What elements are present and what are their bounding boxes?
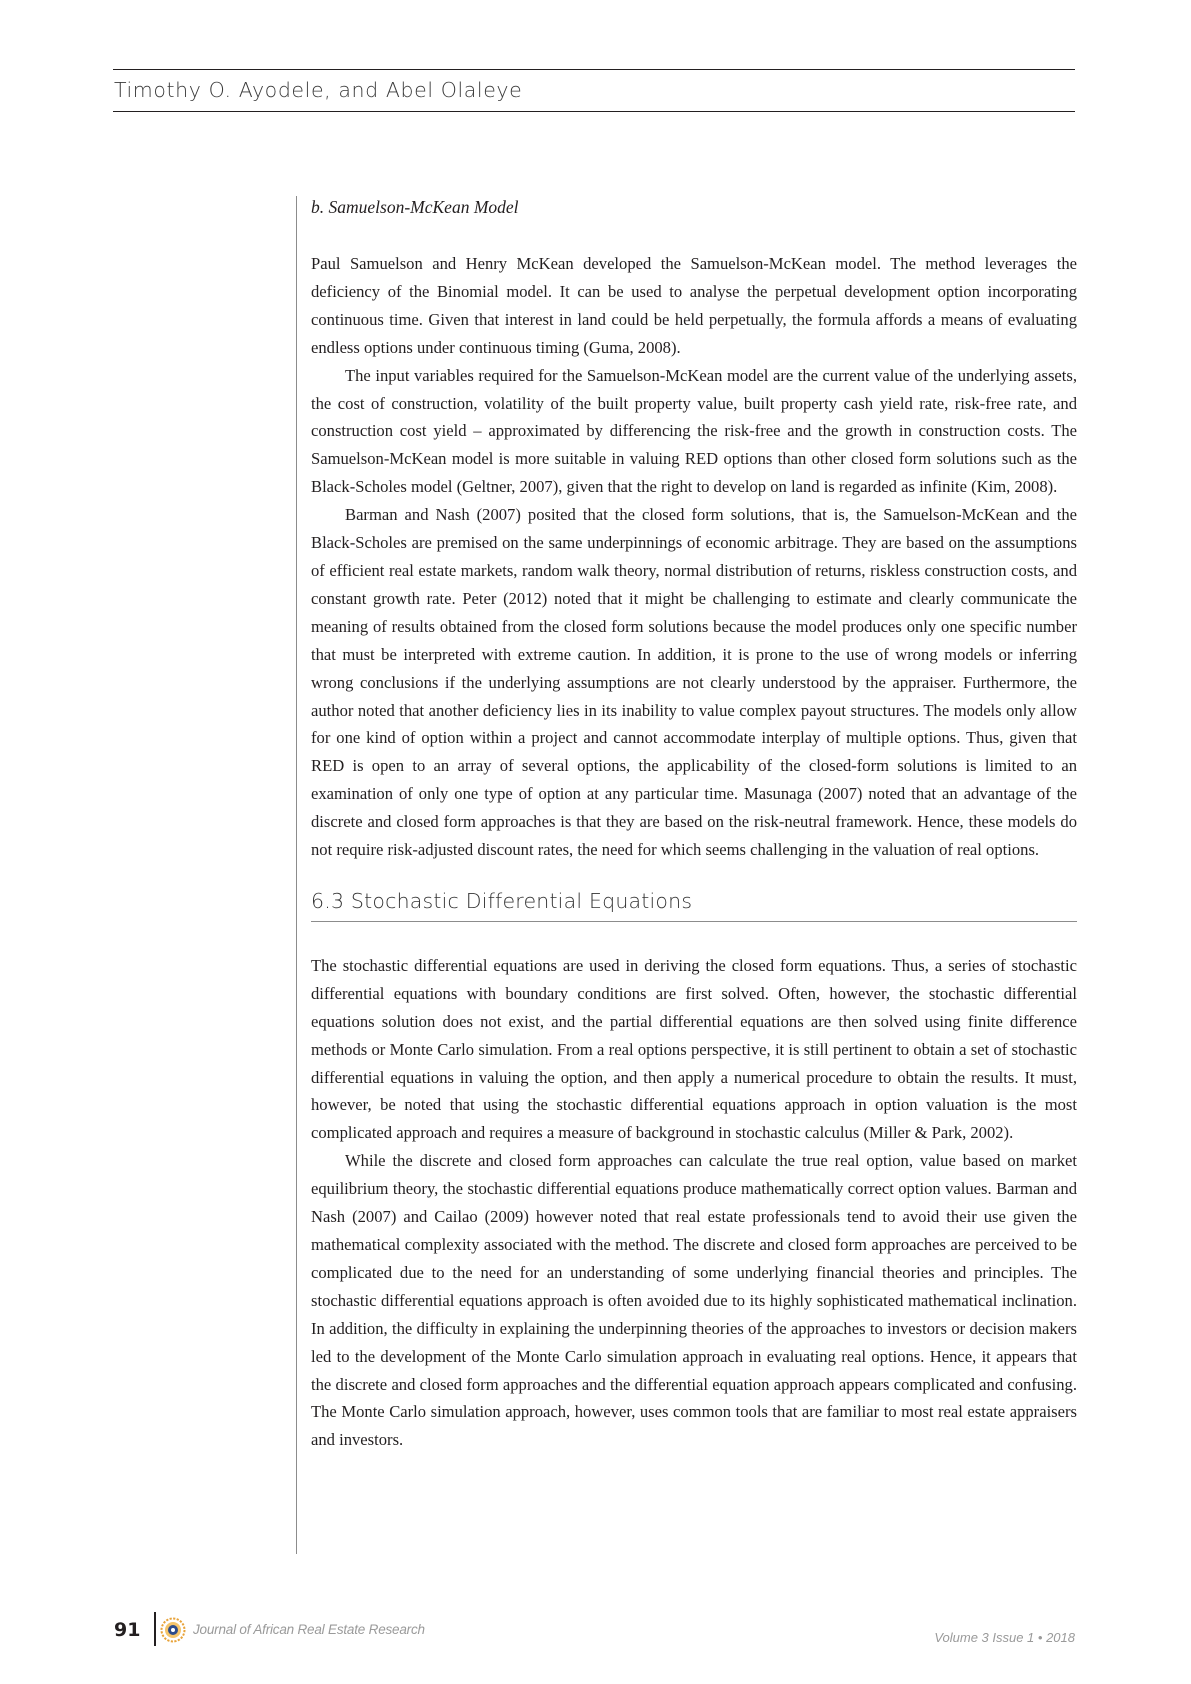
- paragraph: The input variables required for the Samuelson-McKean model are the current value of the underlying assets, the cost of construction, volatility of the built property value, built property cash yield rate, risk-free rate, and construction cost yield – approximated by differencing the risk-free and the growth in construction costs. The Samuelson-McKean model is more suitable in valuing RED options than other closed form solutions such as the Black-Scholes model (Geltner, 2007), given that the right to develop on land is regarded as infinite (Kim, 2008).: [311, 365, 1077, 497]
- section-heading-rule: [311, 921, 1077, 922]
- journal-name: Journal of African Real Estate Research: [193, 1622, 425, 1637]
- running-head: Timothy O. Ayodele, and Abel Olaleye: [114, 78, 523, 102]
- footer-divider: [154, 1612, 156, 1646]
- page-number: 91: [114, 1619, 141, 1641]
- main-text-column: [311, 194, 1077, 1454]
- paragraph: While the discrete and closed form approaches can calculate the true real option, value based on market equilibrium theory, the stochastic differential equations produce mathematically correct option values. Barman and Nash (2007) and Cailao (2009) however noted that real estate professionals tend to avoid their use given the mathematical complexity associated with the method. The discrete and closed form approaches are perceived to be complicated due to the need for an understanding of some underlying financial theories and principles. The stochastic differential equations approach is often avoided due to its highly sophisticated mathematical inclination. In addition, the difficulty in explaining the underpinning theories of the approaches to investors or decision makers led to the development of the Monte Carlo simulation approach in evaluating real options. Hence, it appears that the discrete and closed form approaches and the differential equation approach appears complicated and confusing. The Monte Carlo simulation approach, however, uses common tools that are familiar to most real estate appraisers and investors.: [311, 1151, 1077, 1450]
- subsection-heading: b. Samuelson-McKean Model: [311, 197, 519, 217]
- paragraph: The stochastic differential equations are used in deriving the closed form equations. Thus, a series of stochastic differential equations with boundary conditions are first solved. Often, however, the stochastic differential equations solution does not exist, and the partial differential equations are then solved using finite difference methods or Monte Carlo simulation. From a real options perspective, it is still pertinent to obtain a set of stochastic differential equations in valuing the option, and then apply a numerical procedure to obtain the results. It must, however, be noted that using the stochastic differential equations approach in option valuation is the most complicated approach and requires a measure of background in stochastic calculus (Miller & Park, 2002).: [311, 955, 1077, 1143]
- header-rule-top: [113, 69, 1075, 70]
- volume-issue: Volume 3 Issue 1 • 2018: [934, 1630, 1075, 1645]
- section-heading: 6.3 Stochastic Differential Equations: [311, 888, 693, 913]
- column-rule: [296, 196, 297, 1554]
- paragraph: Paul Samuelson and Henry McKean developed the Samuelson-McKean model. The method leverages the deficiency of the Binomial model. It can be used to analyse the perpetual development option incorporating continuous time. Given that interest in land could be held perpetually, the formula affords a means of evaluating endless options under continuous timing (Guma, 2008).: [311, 254, 1077, 357]
- paragraph: Barman and Nash (2007) posited that the closed form solutions, that is, the Samuelson-McKean and the Black-Scholes are premised on the same underpinnings of economic arbitrage. They are based on the assumptions of efficient real estate markets, random walk theory, normal distribution of returns, riskless construction costs, and constant growth rate. Peter (2012) noted that it might be challenging to estimate and clearly communicate the meaning of results obtained from the closed form solutions because the model produces only one specific number that must be interpreted with extreme caution. In addition, it is prone to the use of wrong models or inferring wrong conclusions if the underlying assumptions are not clearly understood by the appraiser. Furthermore, the author noted that another deficiency lies in its inability to value complex payout structures. The models only allow for one kind of option within a project and cannot accommodate interplay of multiple options. Thus, given that RED is open to an array of several options, the applicability of the closed-form solutions is limited to an examination of only one type of option at any particular time. Masunaga (2007) noted that an advantage of the discrete and closed form approaches is that they are based on the risk-neutral framework. Hence, these models do not require risk-adjusted discount rates, the need for which seems challenging in the valuation of real options.: [311, 505, 1077, 860]
- header-rule-bottom: [113, 111, 1075, 112]
- journal-logo-icon: [160, 1617, 186, 1643]
